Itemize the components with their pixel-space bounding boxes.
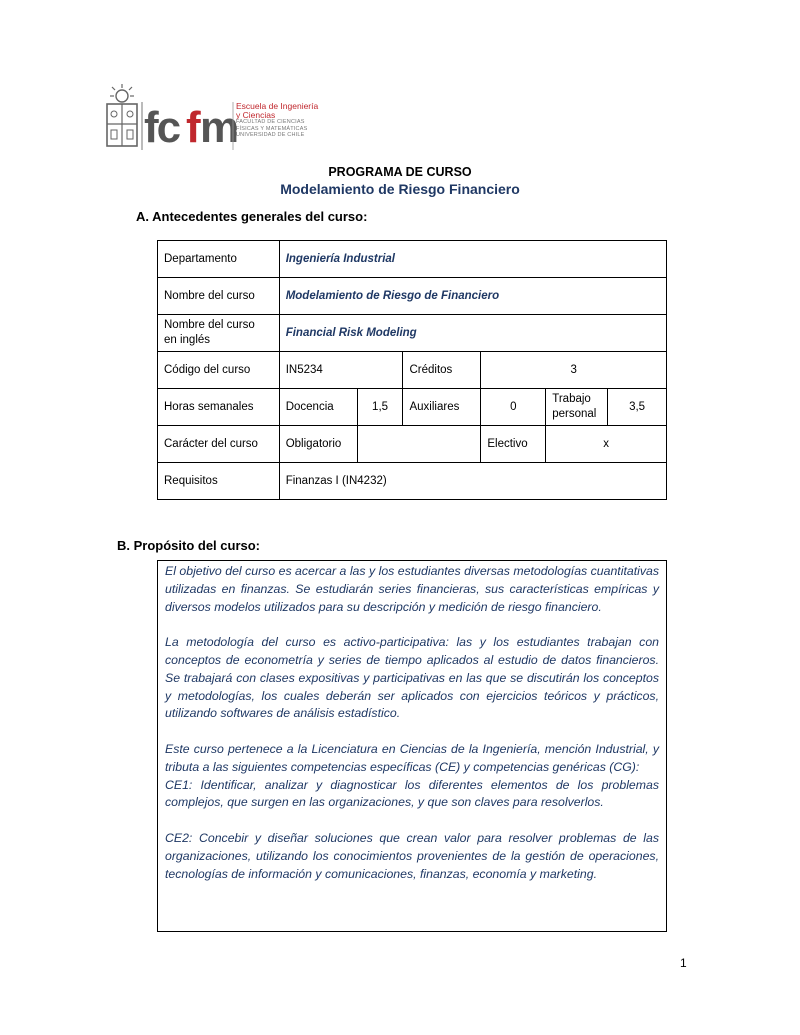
- svg-text:fc: fc: [144, 103, 180, 152]
- docencia-value: 1,5: [357, 389, 403, 426]
- table-row: [158, 278, 667, 315]
- table-row: [158, 241, 667, 278]
- table-row: [158, 315, 667, 352]
- page-number: 1: [680, 956, 687, 970]
- table-row: [158, 352, 667, 389]
- departamento-value: Ingeniería Industrial: [279, 241, 666, 278]
- purpose-paragraph-2: La metodología del curso es activo-participativa: las y los estudiantes trabajan con conceptos de econometría y series de tiempo aplicados al estudio de datos financieros. Se trabajará con clases expositivas y participativas en las que se discutirán los conceptos y metodologías, los cuales deberán ser aplicados con ejercicios teóricos y prácticos, utilizando softwares de análisis estadístico.: [165, 635, 659, 721]
- docencia-label: Docencia: [279, 389, 357, 426]
- electivo-label: Electivo: [481, 426, 546, 463]
- document-title: PROGRAMA DE CURSO: [328, 165, 472, 179]
- trabajo-label-line1: Trabajo: [552, 393, 591, 405]
- table-row: [158, 426, 667, 463]
- purpose-paragraph-5: CE2: Concebir y diseñar soluciones que crean valor para resolver problemas de las organizaciones, utilizando los conocimientos provenientes de la gestión de operaciones, tecnologías de información y comunicaciones, finanzas, economía y marketing.: [165, 830, 659, 881]
- codigo-label: Código del curso: [158, 352, 280, 389]
- trabajo-personal-label: [546, 389, 608, 426]
- trabajo-personal-value: 3,5: [608, 389, 667, 426]
- course-info-table: [157, 240, 667, 500]
- table-row: [158, 463, 667, 500]
- nombre-ingles-label: [158, 315, 280, 352]
- requisitos-value: Finanzas I (IN4232): [279, 463, 666, 500]
- auxiliares-value: 0: [481, 389, 546, 426]
- purpose-paragraph-1: El objetivo del curso es acercar a las y los estudiantes diversas metodologías cuantitativas utilizadas en finanzas. Se estudiarán series financieras, sus características empíricas y diversos modelos utilizados para su descripción y medición de riesgo financiero.: [165, 564, 659, 614]
- svg-text:f: f: [186, 103, 201, 152]
- course-title: Modelamiento de Riesgo Financiero: [280, 181, 520, 197]
- logo-line-2: y Ciencias: [236, 109, 276, 120]
- purpose-paragraph-4: CE1: Identificar, analizar y diagnosticar los diferentes elementos de los problemas complejos, que surgen en las organizaciones, y que son claves para resolverlos.: [165, 777, 659, 810]
- caracter-label: Carácter del curso: [158, 426, 280, 463]
- purpose-paragraph-3: Este curso pertenece a la Licenciatura en Ciencias de la Ingeniería, mención Industrial, y tributa a las siguientes competencias específicas (CE) y competencias genéricas (CG):: [165, 741, 659, 774]
- horas-label: Horas semanales: [158, 389, 280, 426]
- logo-text: [236, 102, 318, 139]
- creditos-label: Créditos: [403, 352, 481, 389]
- obligatorio-label: Obligatorio: [279, 426, 357, 463]
- logo-line-3: FACULTAD DE CIENCIAS: [236, 119, 305, 125]
- logo-line-1: Escuela de Ingeniería: [236, 101, 319, 111]
- nombre-ingles-label-line1: Nombre del curso: [164, 319, 255, 331]
- section-a-heading: A. Antecedentes generales del curso:: [136, 209, 368, 224]
- logo-line-5: UNIVERSIDAD DE CHILE: [236, 132, 305, 138]
- obligatorio-mark-cell: [357, 426, 481, 463]
- requisitos-label: Requisitos: [158, 463, 280, 500]
- nombre-ingles-value: Financial Risk Modeling: [279, 315, 666, 352]
- codigo-value: IN5234: [279, 352, 403, 389]
- electivo-mark: x: [546, 426, 667, 463]
- svg-text:m: m: [200, 103, 238, 152]
- logo-line-4: FÍSICAS Y MATEMÁTICAS: [236, 125, 308, 132]
- purpose-box: [157, 560, 667, 932]
- departamento-label: Departamento: [158, 241, 280, 278]
- fcfm-wordmark: [144, 103, 237, 152]
- table-row: [158, 389, 667, 426]
- creditos-value: 3: [481, 352, 667, 389]
- nombre-value: Modelamiento de Riesgo de Financiero: [279, 278, 666, 315]
- auxiliares-label: Auxiliares: [403, 389, 481, 426]
- trabajo-label-line2: personal: [552, 408, 597, 420]
- university-seal-icon: [107, 84, 137, 146]
- section-b-heading: B. Propósito del curso:: [117, 538, 261, 553]
- nombre-ingles-label-line2: en inglés: [164, 334, 211, 346]
- nombre-label: Nombre del curso: [158, 278, 280, 315]
